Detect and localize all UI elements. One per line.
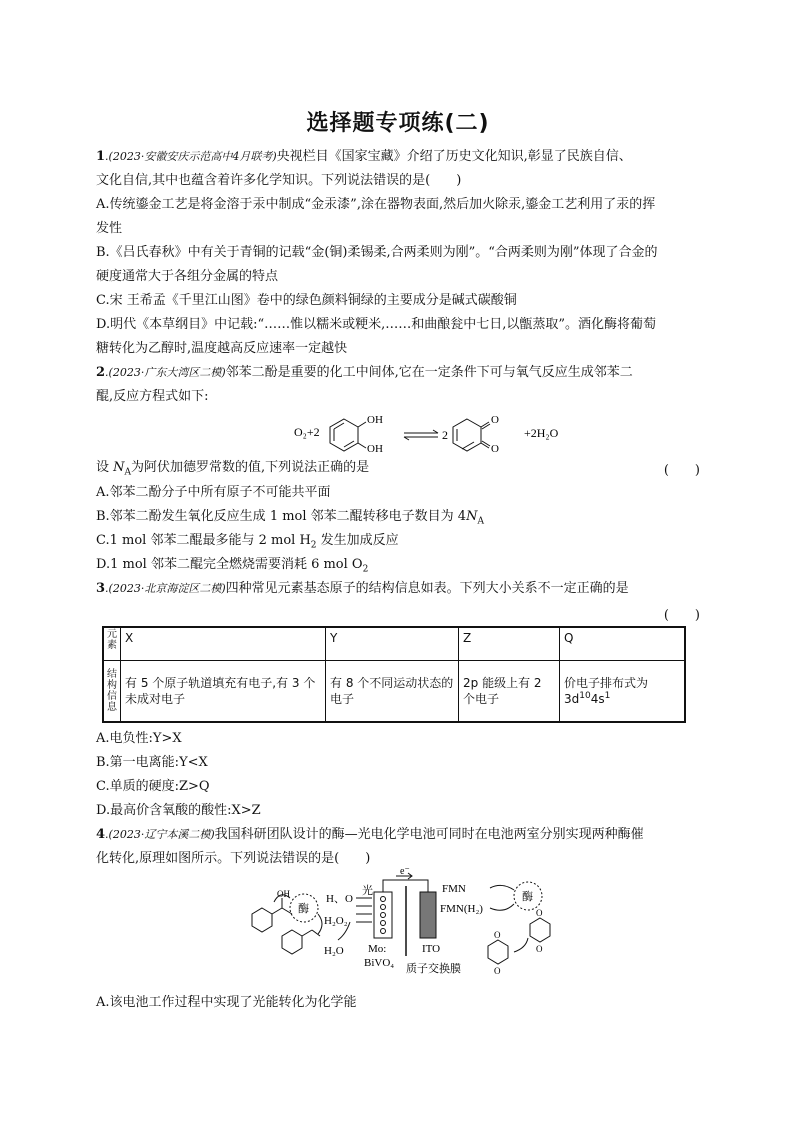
q1-number: 1	[96, 149, 106, 164]
q4-number: 4	[96, 827, 106, 842]
q1-option-a-line1: A.传统鎏金工艺是将金溶于汞中制成“金汞漆”,涂在器物表面,然后加火除汞,鎏金工艺利用了汞的挥	[96, 197, 656, 212]
eq-o-bottom: O	[491, 443, 499, 455]
q1-option-a-line2: 发性	[96, 221, 123, 236]
q1-stem-line2: 文化自信,其中也蕴含着许多化学知识。下列说法错误的是( )	[96, 173, 462, 188]
q2-stem-line1	[96, 364, 633, 382]
table-cell-q-info	[560, 661, 686, 723]
label-h2o2: H₂O₂	[324, 915, 348, 927]
q2-stem-l3d: 为阿伏加德罗常数的值,下列说法正确的是	[131, 460, 370, 475]
label-membrane: 质子交换膜	[406, 963, 461, 975]
label-light: 光	[362, 885, 373, 897]
q2-d-text: D.1 mol 邻苯二醌完全燃烧需要消耗 6 mol O	[96, 557, 363, 572]
enzyme-label-1: 酶	[298, 903, 309, 915]
enzyme-label-2: 酶	[522, 891, 533, 903]
q2-d-sub: 2	[362, 564, 369, 575]
label-electron: e⁻	[400, 868, 410, 877]
q2-number: 2	[96, 365, 106, 380]
q4-source: .(2023·辽宁本溪二模)	[105, 828, 215, 841]
q1-option-d-line1: D.明代《本草纲目》中记载:“……惟以糯米或粳米,……和曲酿瓮中七日,以甑蒸取”。酒化酶将葡萄	[96, 317, 657, 332]
table-col-x: X	[121, 627, 326, 661]
q2-c-text: C.1 mol 邻苯二醌最多能与 2 mol H	[96, 533, 311, 548]
q4-stem-line2: 化转化,原理如图所示。下列说法错误的是( )	[96, 851, 371, 866]
q-info-sup2: 1	[604, 691, 611, 701]
table-col-q: Q	[560, 627, 686, 661]
table-head-info: 结构信息	[103, 661, 121, 723]
q1-option-b-line1: B.《吕氏春秋》中有关于青铜的记载“金(铜)柔锡柔,合两柔则为刚”。“合两柔则为刚”体现了合金的	[96, 245, 658, 260]
svg-text:O: O	[536, 908, 543, 918]
q2-c-post: 发生加成反应	[316, 533, 399, 548]
page-title: 选择题专项练(二)	[306, 111, 490, 136]
label-h-o: H、O	[326, 893, 353, 905]
table-col-z: Z	[459, 627, 560, 661]
q3-option-b: B.第一电离能:Y<X	[96, 755, 208, 770]
q2-option-a: A.邻苯二酚分子中所有原子不可能共平面	[96, 485, 331, 500]
q2-stem-line3	[96, 459, 369, 477]
table-cell-y-info: 有 8 个不同运动状态的电子	[326, 661, 459, 723]
q2-na-symbol: N	[113, 460, 125, 475]
q2-answer-paren: ( )	[663, 463, 700, 478]
q1-option-b-line2: 硬度通常大于各组分金属的特点	[96, 269, 279, 284]
eq-left: O₂+2	[294, 425, 320, 439]
q4-stem-line1	[96, 826, 644, 844]
q-info-cfg: 3d	[564, 692, 580, 706]
q3-option-a: A.电负性:Y>X	[96, 731, 182, 746]
q1-stem-line1	[96, 148, 632, 166]
label-mo: Mo:	[368, 943, 387, 955]
q1-option-c: C.宋 王希孟《千里江山图》卷中的绿色颜料铜绿的主要成分是碱式碳酸铜	[96, 293, 517, 308]
q2-option-c	[96, 532, 399, 550]
q4-option-a: A.该电池工作过程中实现了光能转化为化学能	[96, 995, 357, 1010]
table-head-element: 元素	[103, 627, 121, 661]
q2-reaction-equation	[292, 406, 602, 456]
label-bivo4: BiVO₄	[364, 957, 395, 969]
q3-number: 3	[96, 581, 106, 596]
q2-c-sub: 2	[310, 540, 317, 551]
q1-option-d-line2: 糖转化为乙醇时,温度越高反应速率一定越快	[96, 341, 348, 356]
q2-na-sub: A	[124, 467, 132, 478]
q4-cell-diagram	[246, 868, 586, 990]
svg-text:OH: OH	[277, 889, 290, 899]
label-fmnh2: FMN(H₂)	[440, 903, 483, 915]
q3-option-c: C.单质的硬度:Z>Q	[96, 779, 210, 794]
q1-source: .(2023·安徽安庆示范高中4月联考)	[105, 150, 277, 163]
q3-element-table	[102, 626, 686, 723]
q2-source: .(2023·广东大湾区二模)	[105, 366, 226, 379]
q3-stem	[96, 580, 629, 598]
label-fmn: FMN	[442, 883, 466, 895]
table-cell-z-info: 2p 能级上有 2 个电子	[459, 661, 560, 723]
q3-answer-paren: ( )	[663, 608, 700, 623]
q4-stem-text: 我国科研团队设计的酶—光电化学电池可同时在电池两室分别实现两种酶催	[214, 827, 644, 842]
q3-stem-text: 四种常见元素基态原子的结构信息如表。下列大小关系不一定正确的是	[225, 581, 629, 596]
q2-stem-text: 邻苯二酚是重要的化工中间体,它在一定条件下可与氧气反应生成邻苯二	[225, 365, 633, 380]
eq-oh-bottom: OH	[367, 443, 383, 455]
q-info-mid: 4s	[590, 692, 605, 706]
svg-text:O: O	[494, 966, 501, 976]
q2-option-b	[96, 508, 484, 526]
q2-stem-l3a: 设	[96, 460, 114, 475]
q-info-text: 价电子排布式为	[564, 676, 649, 690]
label-ito: ITO	[422, 943, 441, 955]
table-cell-x-info: 有 5 个原子轨道填充有电子,有 3 个未成对电子	[121, 661, 326, 723]
svg-text:O: O	[536, 944, 543, 954]
q-info-sup1: 10	[579, 691, 591, 701]
q3-source: .(2023·北京海淀区二模)	[105, 582, 226, 595]
table-col-y: Y	[326, 627, 459, 661]
svg-text:O: O	[494, 930, 501, 940]
q2-b-sub: A	[477, 516, 484, 527]
eq-oh-top: OH	[367, 414, 383, 426]
eq-coefficient: 2	[442, 428, 448, 442]
q1-stem-text: 央视栏目《国家宝藏》介绍了历史文化知识,彰显了民族自信、	[276, 149, 632, 164]
q2-b-text: B.邻苯二酚发生氧化反应生成 1 mol 邻苯二醌转移电子数目为 4	[96, 509, 467, 524]
eq-o-top: O	[491, 414, 499, 426]
q3-option-d: D.最高价含氧酸的酸性:X>Z	[96, 803, 261, 818]
q2-stem-line2: 醌,反应方程式如下:	[96, 389, 209, 404]
eq-right: +2H₂O	[524, 426, 559, 440]
label-h2o: H₂O	[324, 945, 344, 957]
q2-b-n: N	[466, 509, 478, 524]
q2-option-d	[96, 556, 368, 574]
